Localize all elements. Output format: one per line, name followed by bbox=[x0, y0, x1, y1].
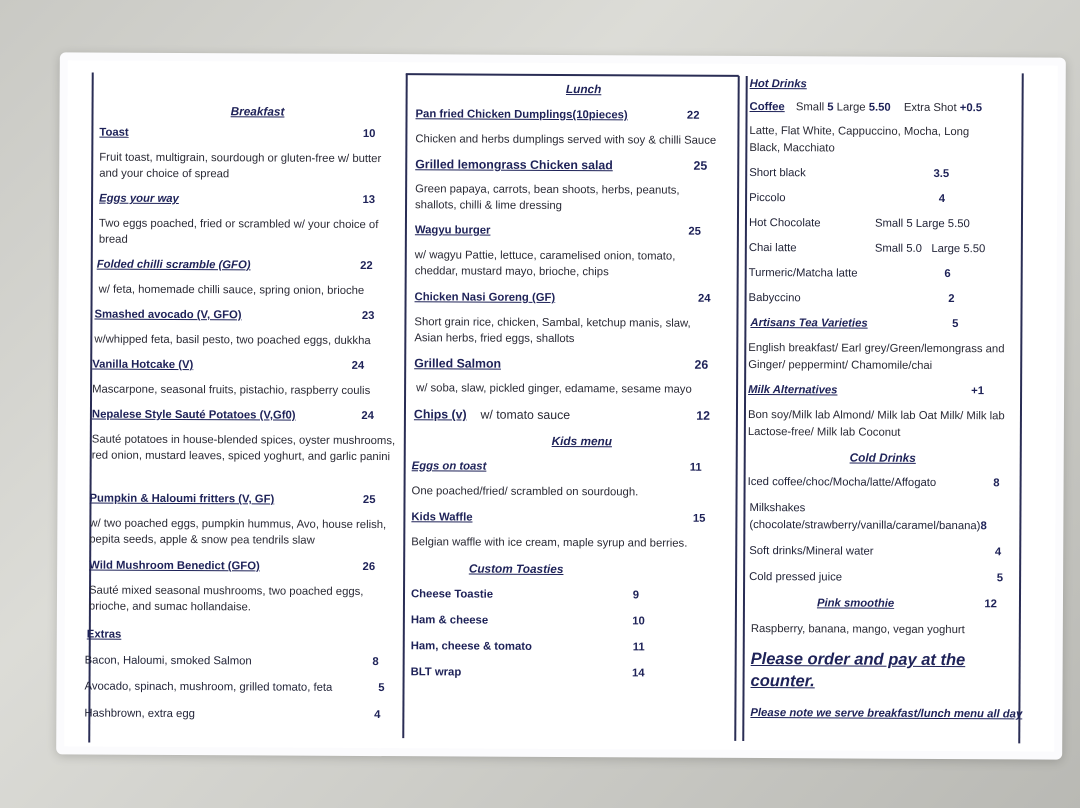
extras-row bbox=[84, 706, 380, 724]
item-desc: Green papaya, carrots, bean shoots, herbs, peanuts, shallots, chilli & lime dressing bbox=[415, 182, 680, 213]
menu-item-hotcake bbox=[92, 357, 371, 399]
drink-name: Milkshakes (chocolate/strawberry/vanilla/caramel/banana) bbox=[749, 501, 981, 532]
extras-price: 5 bbox=[378, 682, 385, 695]
toastie-name: Cheese Toastie bbox=[410, 588, 494, 601]
coffee-small-price: 5 bbox=[827, 101, 834, 114]
tea-heading: Artisans Tea Varieties bbox=[750, 316, 868, 330]
item-desc: Chicken and herbs dumplings served with soy & chilli Sauce bbox=[415, 132, 717, 147]
item-name: Toast bbox=[99, 126, 129, 139]
smoothie-price: 12 bbox=[984, 598, 997, 611]
item-price: 25 bbox=[693, 158, 708, 173]
tea-desc: English breakfast/ Earl grey/Green/lemongrass and Ginger/ peppermint/ Chamomile/chai bbox=[748, 341, 1005, 372]
kids-item-waffle bbox=[411, 509, 705, 552]
item-price: 10 bbox=[362, 127, 376, 141]
item-price: 15 bbox=[692, 512, 706, 525]
column-divider-right-a bbox=[742, 76, 747, 741]
item-price: 13 bbox=[362, 193, 376, 207]
toastie-price: 14 bbox=[631, 667, 645, 680]
toastie-row bbox=[411, 612, 645, 630]
item-price: 12 bbox=[696, 408, 710, 423]
toasties-heading: Custom Toasties bbox=[468, 561, 564, 577]
item-name: Pumpkin & Haloumi fritters (V, GF) bbox=[89, 492, 275, 506]
menu-item-toast bbox=[99, 125, 382, 184]
lunch-item-dumplings bbox=[415, 106, 717, 148]
drink-name: Chai latte bbox=[748, 241, 797, 255]
smoothie-heading-row bbox=[817, 595, 997, 612]
item-price: 24 bbox=[351, 359, 365, 372]
item-desc: One poached/fried/ scrambled on sourdough. bbox=[411, 484, 639, 498]
lunch-item-lemongrass-salad bbox=[415, 156, 707, 215]
item-name: Pan fried Chicken Dumplings(10pieces) bbox=[415, 108, 628, 122]
menu-item-smashed-avocado bbox=[94, 307, 374, 349]
item-desc: w/ soba, slaw, pickled ginger, edamame, sesame mayo bbox=[416, 381, 692, 396]
extras-price: 4 bbox=[374, 709, 381, 722]
column-divider-mid-right bbox=[734, 76, 739, 741]
drink-name: Soft drinks/Mineral water bbox=[749, 544, 874, 558]
milk-heading: Milk Alternatives bbox=[748, 383, 838, 397]
item-name: Grilled Salmon bbox=[414, 356, 502, 371]
item-name: Wagyu burger bbox=[414, 224, 491, 237]
toastie-name: Ham & cheese bbox=[410, 614, 489, 627]
hot-drink-row bbox=[749, 190, 945, 208]
extras-name: Avocado, spinach, mushroom, grilled tomato, feta bbox=[84, 680, 333, 694]
item-price: 25 bbox=[362, 493, 376, 507]
extras-row bbox=[84, 679, 384, 697]
drink-name: Babyccino bbox=[748, 291, 801, 305]
coffee-small-label: Small bbox=[795, 101, 825, 114]
item-desc: Sauté potatoes in house-blended spices, oyster mushrooms, red onion, mustard leaves, spiced yoghurt, and garlic panini bbox=[91, 433, 396, 464]
toastie-name: Ham, cheese & tomato bbox=[410, 640, 532, 653]
drink-price: 4 bbox=[994, 546, 1002, 559]
toastie-price: 10 bbox=[632, 615, 645, 628]
footer-note: Please note we serve breakfast/lunch menu all day bbox=[750, 706, 1023, 721]
item-price: 23 bbox=[361, 309, 375, 323]
menu-paper bbox=[64, 60, 1058, 751]
hot-drink-row bbox=[749, 165, 949, 183]
hot-drinks-heading: Hot Drinks bbox=[749, 77, 807, 91]
item-extra: w/ tomato sauce bbox=[480, 407, 571, 423]
lunch-item-wagyu-burger bbox=[415, 222, 701, 281]
extras-row bbox=[85, 653, 379, 671]
toastie-name: BLT wrap bbox=[410, 666, 462, 679]
drink-name: Short black bbox=[749, 166, 806, 180]
extras-heading: Extras bbox=[86, 628, 122, 641]
menu-item-eggs bbox=[98, 191, 379, 250]
item-desc: w/ two poached eggs, pumpkin hummus, Avo, house relish, pepita seeds, apple & snow pea tendrils slaw bbox=[89, 517, 387, 547]
toastie-row bbox=[411, 586, 639, 604]
item-desc: w/ wagyu Pattie, lettuce, caramelised onion, tomato, cheddar, mustard mayo, brioche, chips bbox=[414, 248, 676, 279]
column-divider-mid-left bbox=[402, 74, 407, 738]
drink-price: 3.5 bbox=[933, 167, 950, 181]
extras-price: 8 bbox=[372, 656, 379, 669]
item-name: Vanilla Hotcake (V) bbox=[92, 358, 194, 372]
lunch-item-chips bbox=[414, 406, 710, 424]
menu-item-nepalese-potatoes bbox=[91, 407, 396, 466]
breakfast-column bbox=[84, 61, 398, 722]
lunch-column bbox=[410, 62, 734, 680]
item-name: Kids Waffle bbox=[411, 511, 473, 524]
coffee-extra-price: +0.5 bbox=[959, 102, 983, 115]
drink-price: 4 bbox=[938, 192, 946, 206]
order-note: Please order and pay at the counter. bbox=[750, 649, 966, 691]
item-desc: Sauté mixed seasonal mushrooms, two poached eggs, brioche, and sumac hollandaise. bbox=[88, 584, 364, 614]
item-price: 25 bbox=[688, 225, 701, 238]
item-price: 11 bbox=[689, 461, 702, 474]
item-desc: Two eggs poached, fried or scrambled w/ your choice of bread bbox=[98, 217, 379, 246]
smoothie-heading: Pink smoothie bbox=[816, 597, 895, 610]
hot-drink-row bbox=[749, 290, 955, 308]
item-name: Eggs on toast bbox=[411, 460, 487, 473]
toastie-row bbox=[411, 638, 645, 656]
hot-drink-row bbox=[749, 215, 989, 233]
item-desc: Mascarpone, seasonal fruits, pistachio, raspberry coulis bbox=[92, 383, 371, 397]
menu-item-mushroom-benedict bbox=[89, 558, 375, 617]
toastie-row bbox=[411, 664, 645, 682]
menu-item-chilli-scramble bbox=[97, 257, 373, 299]
cold-drink-row bbox=[748, 474, 1000, 492]
coffee-extra-label: Extra Shot bbox=[903, 101, 957, 115]
item-name: Nepalese Style Sauté Potatoes (V,Gf0) bbox=[91, 408, 296, 422]
coffee-large-price: 5.50 bbox=[868, 101, 891, 114]
drink-sizes: Small 5.0 Large 5.50 bbox=[874, 242, 986, 256]
drink-name: Piccolo bbox=[749, 191, 786, 205]
coffee-large-label: Large bbox=[836, 101, 866, 114]
item-name: Grilled lemongrass Chicken salad bbox=[415, 157, 613, 173]
item-price: 24 bbox=[697, 292, 711, 305]
drink-price: 8 bbox=[980, 519, 987, 532]
lunch-item-grilled-salmon bbox=[414, 355, 708, 398]
item-desc: w/whipped feta, basil pesto, two poached eggs, dukkha bbox=[94, 333, 371, 347]
item-name: Smashed avocado (V, GFO) bbox=[94, 308, 242, 322]
drink-price: 5 bbox=[996, 572, 1004, 585]
item-price: 22 bbox=[686, 109, 700, 122]
cold-drinks-heading: Cold Drinks bbox=[849, 450, 916, 465]
menu-sheet bbox=[56, 52, 1066, 759]
milk-price: +1 bbox=[971, 385, 985, 398]
lunch-item-nasi-goreng bbox=[414, 289, 710, 348]
kids-item-eggs bbox=[412, 458, 702, 501]
kids-menu-heading: Kids menu bbox=[551, 433, 613, 449]
drink-name: Turmeric/Matcha latte bbox=[748, 266, 858, 280]
item-price: 26 bbox=[694, 357, 709, 372]
drink-name: Iced coffee/choc/Mocha/latte/Affogato bbox=[747, 475, 937, 489]
item-name: Chicken Nasi Goreng (GF) bbox=[414, 291, 556, 304]
cold-drink-row bbox=[749, 543, 1001, 561]
item-price: 22 bbox=[360, 259, 373, 273]
item-name: Chips (v) bbox=[413, 407, 467, 422]
smoothie-desc: Raspberry, banana, mango, vegan yoghurt bbox=[750, 622, 965, 637]
drink-name: Cold pressed juice bbox=[749, 570, 843, 584]
extras-name: Bacon, Haloumi, smoked Salmon bbox=[84, 654, 252, 668]
tea-heading-row bbox=[750, 315, 958, 333]
item-desc: w/ feta, homemade chilli sauce, spring onion, brioche bbox=[98, 283, 365, 297]
drink-price: 8 bbox=[993, 477, 1000, 490]
hot-drink-row bbox=[749, 265, 951, 283]
item-name: Eggs your way bbox=[99, 192, 179, 205]
toastie-price: 11 bbox=[632, 641, 645, 654]
column-divider-right-b bbox=[1018, 73, 1023, 743]
coffee-name: Coffee bbox=[749, 100, 785, 114]
drink-price: 6 bbox=[944, 268, 951, 281]
drink-name: Hot Chocolate bbox=[748, 216, 821, 230]
item-name: Folded chilli scramble (GFO) bbox=[96, 258, 251, 272]
item-desc: Fruit toast, multigrain, sourdough or gluten-free w/ butter and your choice of spread bbox=[99, 151, 382, 181]
item-price: 24 bbox=[361, 409, 374, 423]
cold-drink-row bbox=[749, 500, 1017, 534]
drink-price: 2 bbox=[948, 293, 955, 306]
coffee-row bbox=[750, 99, 1010, 117]
toastie-price: 9 bbox=[632, 589, 640, 602]
cold-drink-row bbox=[749, 569, 1003, 587]
lunch-heading: Lunch bbox=[565, 82, 602, 97]
breakfast-heading: Breakfast bbox=[230, 104, 285, 119]
lunch-top-rule bbox=[406, 73, 739, 76]
drink-sizes: Small 5 Large 5.50 bbox=[874, 217, 970, 231]
item-price: 26 bbox=[362, 560, 376, 574]
extras-name: Hashbrown, extra egg bbox=[84, 707, 195, 721]
item-desc: Belgian waffle with ice cream, maple syrup and berries. bbox=[411, 535, 688, 550]
coffee-desc: Latte, Flat White, Cappuccino, Mocha, Long Black, Macchiato bbox=[749, 124, 970, 154]
item-desc: Short grain rice, chicken, Sambal, ketchup manis, slaw, Asian herbs, fried eggs, shallots bbox=[414, 315, 691, 346]
hot-drink-row bbox=[749, 240, 999, 258]
tea-price: 5 bbox=[952, 318, 959, 331]
drinks-column bbox=[747, 64, 1023, 721]
milk-heading-row bbox=[748, 382, 984, 400]
milk-desc: Bon soy/Milk lab Almond/ Milk lab Oat Milk/ Milk lab Lactose-free/ Milk lab Coconut bbox=[747, 408, 1005, 439]
item-name: Wild Mushroom Benedict (GFO) bbox=[89, 559, 260, 573]
menu-item-fritters bbox=[89, 491, 387, 550]
